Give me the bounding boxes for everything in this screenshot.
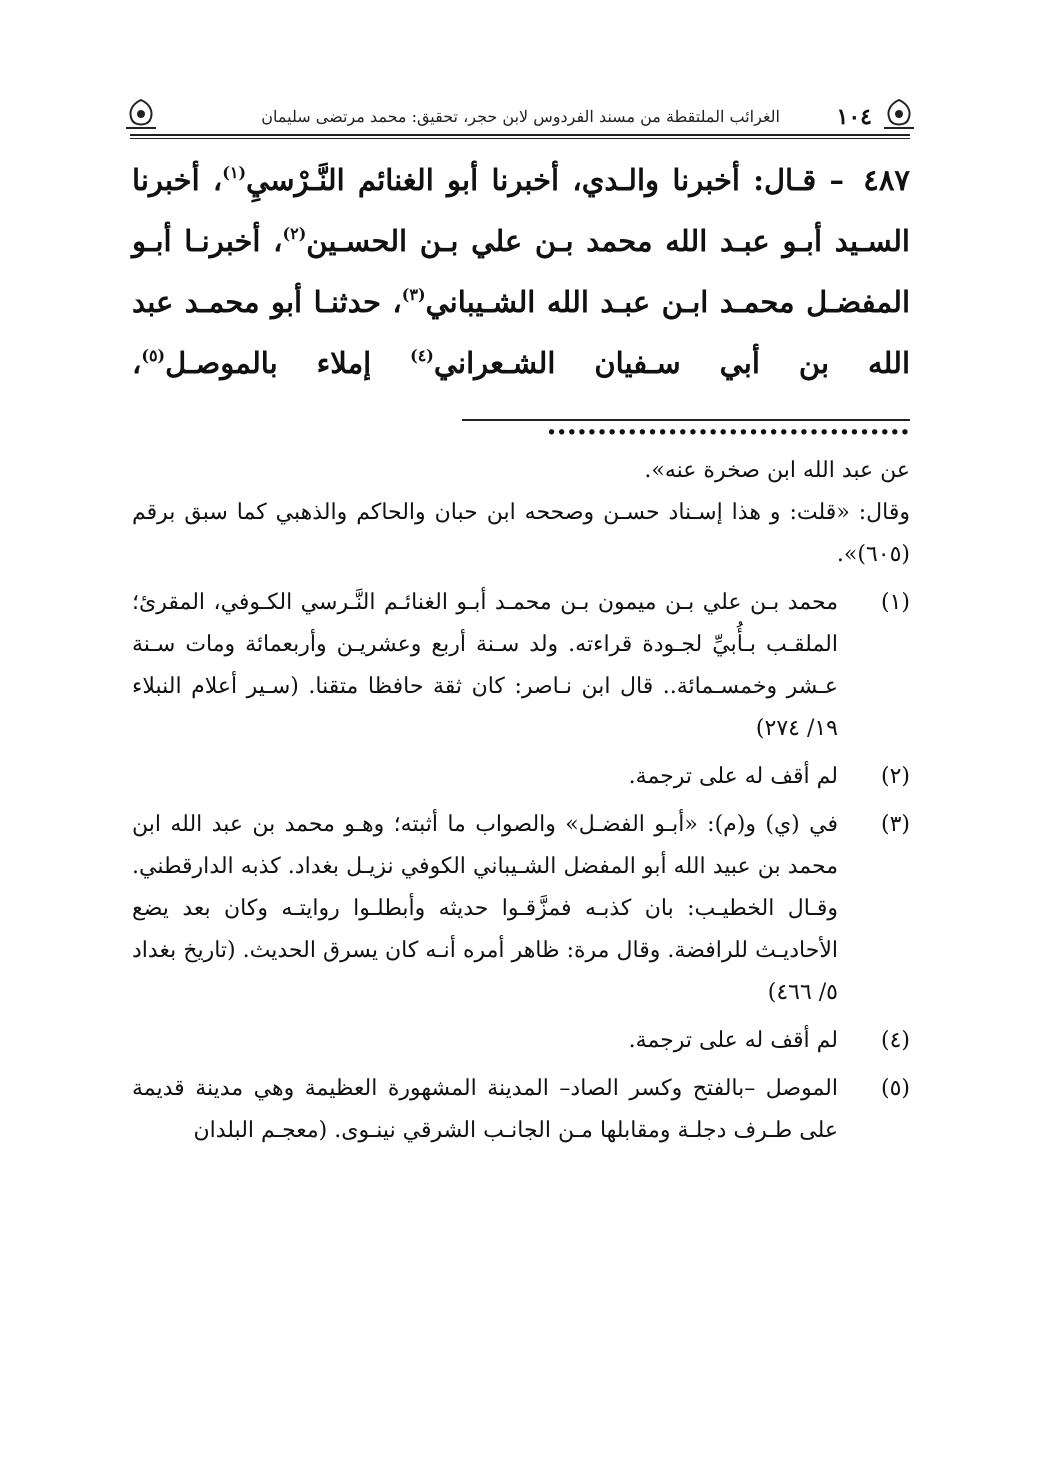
page-number: ١٠٤ (836, 104, 872, 130)
footnote-text: في (ي) و(م): «أبـو الفضـل» والصواب ما أثبته؛ وهـو محمد بن عبد الله ابن محمد بن عبيد الله أبو المفضل الشـيباني الكوفي نزيـل بغداد. كذبه الدارقطني. وقـال الخطيـب: بان كذبـه فمزَّقـوا حديثه وأبطلـوا روايتـه وكان بعد يضع الأحاديـث للرافضة. وقال مرة: ظاهر أمره أنـه كان يسرق الحديث. (تاريخ بغداد ٥/ ٤٦٦) (132, 812, 838, 1005)
hadith-segment: إملاء بالموصـل (165, 346, 411, 380)
hadith-number: ٤٨٧ (863, 163, 911, 197)
running-title: الغرائب الملتقطة من مسند الفردوس لابن حجر، تحقيق: محمد مرتضى سليمان (261, 107, 780, 126)
hadith-segment: ، حدثنـا أبو محمـد عبد الله بن أبي سـفيان الشـعراني (132, 285, 910, 380)
footnote-3 (132, 804, 910, 1014)
footnote-text: لم أقف له على ترجمة. (628, 764, 838, 789)
footnote-number: (٤) (880, 1028, 910, 1053)
running-header (130, 98, 910, 138)
footnote-number: (٢) (880, 764, 910, 789)
header-rule-thin (130, 138, 910, 139)
footnote-2 (132, 756, 910, 798)
footnote-number: (١) (880, 590, 910, 615)
ornament-icon (880, 98, 918, 130)
hadith-segment: ، أخبرنا السـيد أبـو عبـد الله محمد بـن علي بـن الحسـين (132, 163, 910, 258)
hadith-segment: ، (132, 346, 142, 380)
footnote-number: (٥) (880, 1076, 910, 1101)
footnote-ref: (٥) (141, 346, 166, 365)
footnote-ref: (٤) (410, 346, 434, 365)
footnote-ref: (٢) (282, 224, 307, 243)
carryover-line: عن عبد الله ابن صخرة عنه». (644, 458, 910, 483)
footnote-5 (132, 1068, 910, 1152)
ellipsis-dots: .................................... (546, 407, 910, 441)
footnote-text: محمد بـن علي بـن ميمون بـن محمـد أبـو الغنائـم النَّـرسي الكـوفي، المقرئ؛ الملقـب بـأُبيِّ لجـودة قراءته. ولد سـنة أربع وعشريـن وأربعمائة ومات سـنة عـشر وخمسـمائة.. قال ابن نـاصر: كان ثقة حافظا متقنا. (سـير أعلام النبلاء ١٩/ ٢٧٤) (132, 590, 838, 741)
footnote-4 (132, 1020, 910, 1062)
footnote-1 (132, 582, 910, 750)
footnote-number: (٣) (880, 812, 910, 837)
footnote-text: الموصل –بالفتح وكسر الصاد– المدينة المشهورة العظيمة وهي مدينة قديمة على طـرف دجلـة ومقابلها مـن الجانـب الشرقي نينـوى. (معجـم البلدان (132, 1076, 838, 1143)
footnotes (132, 450, 910, 1152)
footnote-text: لم أقف له على ترجمة. (628, 1028, 838, 1053)
ornament-icon (122, 98, 160, 130)
carryover-paragraph: وقال: «قلت: و هذا إسـناد حسـن وصححه ابن حبان والحاكم والذهبي كما سبق برقم (٦٠٥)». (132, 500, 910, 567)
footnote-separator (462, 419, 910, 421)
hadith-segment: ، أخبرنـا أبـو المفضـل محمـد ابـن عبـد الله الشـيباني (132, 224, 911, 319)
hadith-segment: – قـال: أخبرنا والـدي، أخبرنا أبو الغنائم النَّـرْسيِ (246, 163, 858, 197)
footnote-ref: (١) (222, 163, 247, 182)
header-rule (130, 134, 910, 136)
footnote-ref: (٣) (401, 285, 426, 304)
hadith-text (132, 150, 910, 455)
